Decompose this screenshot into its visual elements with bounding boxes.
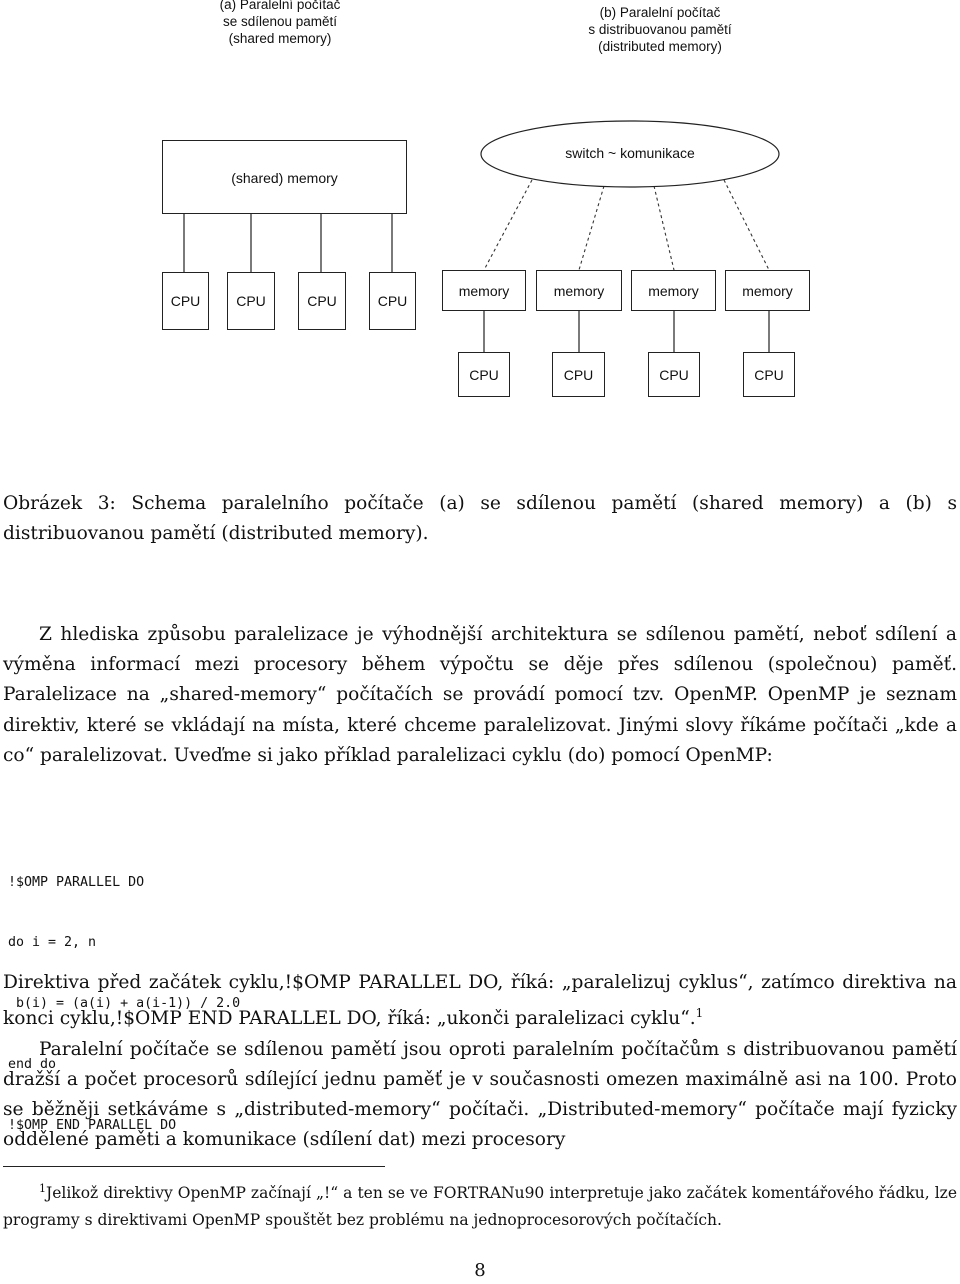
caption-a-line2: se sdílenou pamětí [222, 14, 338, 29]
caption-a-line3: (shared memory) [228, 31, 332, 46]
shared-cpu-3: CPU [298, 272, 346, 330]
code-line: !$OMP PARALLEL DO [8, 874, 145, 890]
footnote [3, 1175, 957, 1234]
caption-b-line1: (b) Paralelní počítač [599, 5, 721, 20]
memory-box-1: memory [442, 270, 526, 311]
paragraph-directives-text: Direktiva před začátek cyklu,!$OMP PARALLEL DO, říká: „paralelizuj cyklus“, zatímco direktiva na konci cyklu,!$OMP END PARALLEL DO, říká: „ukonči paralelizaci cyklu“. [3, 972, 957, 1030]
footnote-body [3, 1175, 957, 1234]
dist-cpu-1: CPU [458, 352, 510, 397]
paragraph-directives-body [3, 968, 957, 1035]
dist-cpu-2: CPU [552, 352, 605, 397]
code-line: b(i) = (a(i) + a(i-1)) / 2.0 [8, 996, 241, 1012]
paragraph-openmp-text: Z hlediska způsobu paralelizace je výhodnější architektura se sdílenou pamětí, neboť sdílení a výměna informací mezi procesory během výpočtu se děje přes sdílenou (společnou) paměť. Paralelizace na „shared-memory“ počítačích se provádí pomocí tzv. OpenMP. OpenMP je seznam direktiv, které se vkládají na místa, které chceme paralelizovat. Jinými slovy říkáme počítači „kde a co“ paralelizovat. Uveďme si jako příklad paralelizaci cyklu (do) pomocí OpenMP: [3, 624, 957, 766]
paragraph-distributed-text: Paralelní počítače se sdílenou pamětí jsou oproti paralelním počítačům s distribuovanou pamětí dražší a počet procesorů sdílející jednu paměť je v současnosti omezen maximálně asi na 100. Proto se běžněji setkáváme s „distributed-memory“ počítači. „Distributed-memory“ počítače mají fyzicky oddělené paměti a komunikace (sdílení dat) mezi procesory [3, 1038, 957, 1151]
caption-a-line1: (a) Paralelní počítač [219, 0, 341, 12]
footnote-mark: 1 [39, 1182, 46, 1195]
code-line: end do [8, 1057, 57, 1073]
shared-memory-label: (shared) memory [231, 170, 338, 186]
shared-cpu-2: CPU [227, 272, 275, 330]
paragraph-openmp [3, 620, 957, 771]
caption-b-line2: s distribuovanou pamětí [588, 22, 732, 37]
paragraph-directives [3, 968, 957, 1155]
footnote-rule [3, 1166, 385, 1167]
caption-b-line3: (distributed memory) [598, 39, 722, 54]
dist-cpu-4: CPU [743, 352, 795, 397]
memory-box-2: memory [536, 270, 622, 311]
code-line: do i = 2, n [8, 935, 97, 951]
memory-box-3: memory [631, 270, 716, 311]
shared-cpu-4: CPU [369, 272, 416, 330]
footnote-reference: 1 [695, 1006, 704, 1021]
footnote-text: Jelikož direktivy OpenMP začínají „!“ a ten se ve FORTRANu90 interpretuje jako začátek komentářového řádku, lze programy s direktivami OpenMP spouštět bez problému na jednoprocesorových počítačích. [3, 1184, 957, 1230]
shared-memory-box [162, 140, 407, 214]
switch-label: switch ~ komunikace [565, 145, 695, 161]
figure-caption [3, 489, 957, 549]
page-number: 8 [474, 1260, 486, 1281]
code-line: !$OMP END PARALLEL DO [8, 1118, 177, 1134]
memory-box-4: memory [725, 270, 810, 311]
figure-caption-text: Obrázek 3: Schema paralelního počítače (a) se sdílenou pamětí (shared memory) a (b) s distribuovanou pamětí (distributed memory). [3, 493, 957, 545]
dist-cpu-3: CPU [648, 352, 700, 397]
figure-connectors [0, 0, 960, 400]
shared-cpu-1: CPU [162, 272, 209, 330]
